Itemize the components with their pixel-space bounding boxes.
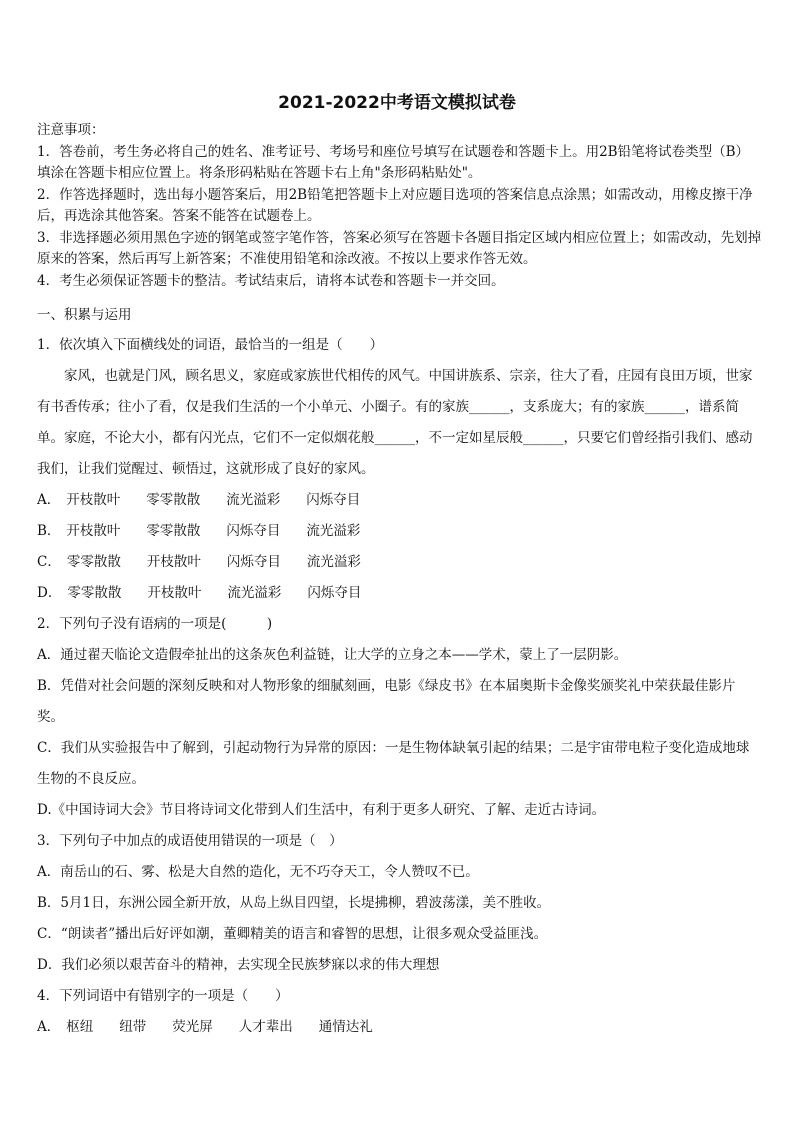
notice-block (37, 120, 762, 292)
option-label: A． (37, 1019, 61, 1035)
question-1-option-d (37, 578, 762, 609)
question-4-option-a (37, 1012, 762, 1043)
option-word: 零零散散 (146, 492, 201, 508)
option-word: 零零散散 (146, 523, 201, 539)
option-word: 枢纽 (66, 1019, 94, 1035)
question-1-option-a (37, 485, 762, 516)
option-word: 闪烁夺目 (307, 585, 362, 601)
question-2-option-d: D.《中国诗词大会》节目将诗词文化带到人们生活中，有利于更多人研究、了解、走近古诗词。 (37, 802, 606, 818)
question-3-option-d: D．我们必须以艰苦奋斗的精神，去实现全民族梦寐以求的伟大理想 (37, 957, 440, 973)
option-word: 开枝散叶 (66, 492, 121, 508)
question-1-option-c (37, 547, 762, 578)
option-word: 闪烁夺目 (306, 492, 361, 508)
notice-item: 3．非选择题必须用黑色字迹的钢笔或签字笔作答，答案必须写在答题卡各题目指定区域内相应位置上；如需改动，先划掉原来的答案，然后再写上新答案；不准使用铅笔和涂改液。不按以上要求作答无效。 (37, 229, 762, 267)
option-word: 开枝散叶 (66, 523, 121, 539)
question-2-stem: 2．下列句子没有语病的一项是( ) (37, 616, 273, 632)
option-word: 流光溢彩 (306, 523, 361, 539)
option-label: D． (37, 585, 62, 601)
question-1-stem: 1．依次填入下面横线处的词语，最恰当的一组是（ ） (37, 337, 384, 353)
question-4-stem: 4．下列词语中有错别字的一项是（ ） (37, 988, 289, 1004)
questions-body (37, 330, 762, 1043)
question-2-option-b: B．凭借对社会问题的深刻反映和对人物形象的细腻刻画，电影《绿皮书》在本届奥斯卡金像奖颁奖礼中荣获最佳影片奖。 (37, 678, 736, 725)
option-word: 零零散散 (67, 585, 122, 601)
option-word: 人才辈出 (238, 1019, 293, 1035)
question-1-passage: 家风，也就是门风，顾名思义，家庭或家族世代相传的风气。中国讲族系、宗亲，往大了看，庄园有良田万顷，世家有书香传承；往小了看，仅是我们生活的一个小单元、小圈子。有的家族______，支系庞大；有的家族______，谱系简单。家庭，不论大小，都有闪光点，它们不一定似烟花般______，不一定如星辰般______，只要它们曾经指引我们、感动我们，让我们觉醒过、顿悟过，这就形成了良好的家风。 (37, 368, 753, 477)
option-word: 流光溢彩 (226, 492, 281, 508)
option-word: 零零散散 (66, 554, 121, 570)
question-2-option-a: A．通过翟天临论文造假牵扯出的这条灰色利益链，让大学的立身之本——学术，蒙上了一层阴影。 (37, 647, 628, 663)
option-word: 流光溢彩 (227, 585, 282, 601)
question-2-option-c: C．我们从实验报告中了解到，引起动物行为异常的原因：一是生物体缺氧引起的结果；二是宇宙带电粒子变化造成地球生物的不良反应。 (37, 740, 750, 787)
question-3-option-c: C．“朗读者”播出后好评如潮，董卿精美的语言和睿智的思想，让很多观众受益匪浅。 (37, 926, 548, 942)
section-heading: 一、积累与运用 (37, 307, 132, 323)
option-label: A． (37, 492, 61, 508)
question-1-option-b (37, 516, 762, 547)
option-label: C． (37, 554, 61, 570)
option-word: 通情达礼 (318, 1019, 373, 1035)
option-word: 荧光屏 (172, 1019, 213, 1035)
notice-item: 2．作答选择题时，选出每小题答案后，用2B铅笔把答题卡上对应题目选项的答案信息点涂黑；如需改动，用橡皮擦干净后，再选涂其他答案。答案不能答在试题卷上。 (37, 186, 753, 224)
option-word: 闪烁夺目 (226, 523, 281, 539)
option-word: 纽带 (119, 1019, 147, 1035)
notice-item: 1．答卷前，考生务必将自己的姓名、准考证号、考场号和座位号填写在试题卷和答题卡上。用2B铅笔将试卷类型（B）填涂在答题卡相应位置上。将条形码粘贴在答题卡右上角"条形码粘贴处"。 (37, 143, 750, 181)
notice-item: 4．考生必须保证答题卡的整洁。考试结束后，请将本试卷和答题卡一并交回。 (37, 272, 505, 289)
question-3-option-b: B．5月1日，东洲公园全新开放，从岛上纵目四望，长堤拂柳，碧波荡漾，美不胜收。 (37, 895, 551, 911)
notice-heading: 注意事项： (37, 122, 105, 138)
question-3-option-a: A．南岳山的石、雾、松是大自然的造化，无不巧夺天工，令人赞叹不已。 (37, 864, 479, 880)
option-word: 开枝散叶 (147, 585, 202, 601)
page-title: 2021-2022中考语文模拟试卷 (278, 93, 516, 113)
option-word: 流光溢彩 (306, 554, 361, 570)
question-3-stem: 3．下列句子中加点的成语使用错误的一项是（ ） (37, 833, 343, 849)
option-label: B． (37, 523, 61, 539)
option-word: 闪烁夺目 (226, 554, 281, 570)
option-word: 开枝散叶 (146, 554, 201, 570)
